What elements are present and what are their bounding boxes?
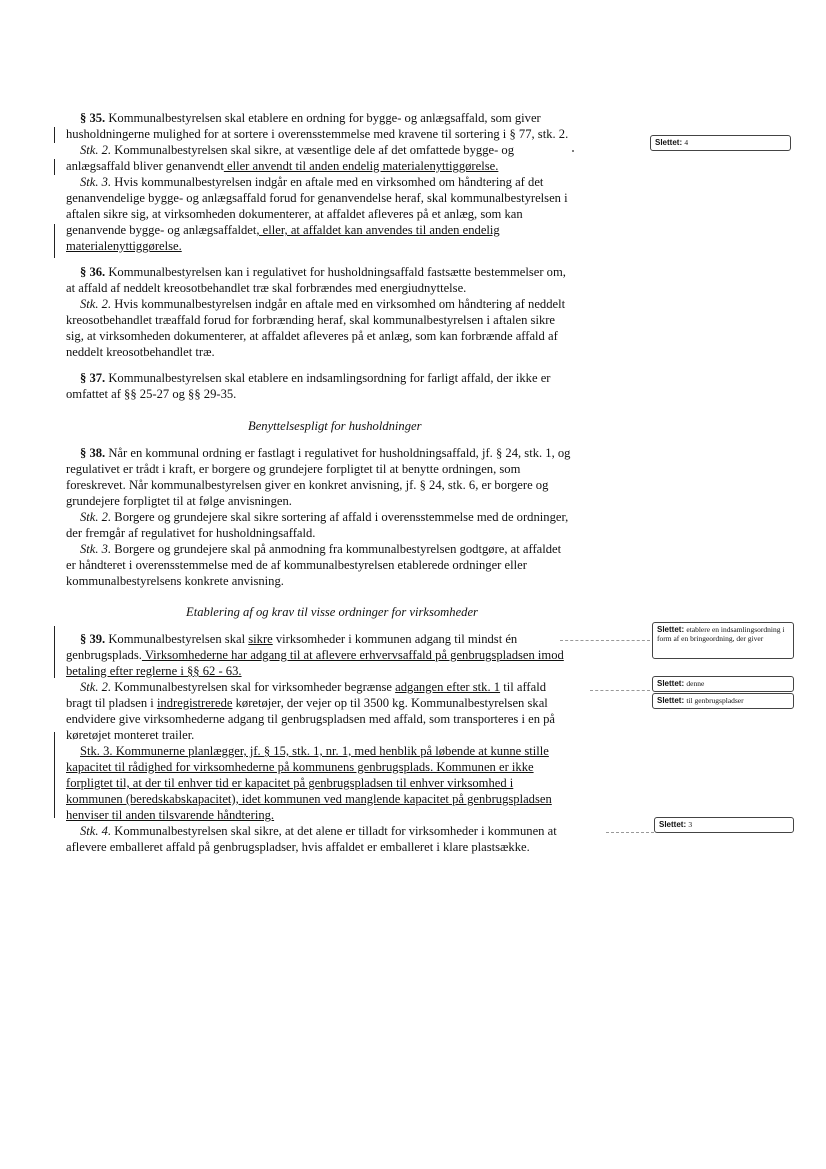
comment-label: Slettet: [657, 679, 685, 688]
s39-stk4-line [80, 824, 557, 839]
comment-leader [606, 832, 654, 833]
inserted-text: betaling efter reglerne i §§ 62 - 63. [66, 664, 242, 678]
s36-line: sig, at virksomheden dokumenterer, at affaldet afleveres på et anlæg, som kan forbrænde affald af [66, 329, 558, 343]
stk-label: Stk. 3. [80, 542, 112, 556]
comment-text: 4 [684, 138, 689, 147]
change-bar [54, 159, 55, 175]
s37-line: § 37. Kommunalbestyrelsen skal etablere en indsamlingsordning for farligt affald, der ikke er [80, 371, 551, 385]
section-heading: Etablering af og krav til visse ordninger for virksomheder [186, 605, 478, 619]
s38-text: Borgere og grundejere skal sikre sortering af affald i overensstemmelse med de ordninger, [111, 510, 569, 524]
inserted-text: kommunen (beredskabskapacitet), idet kommunen ved manglende kapacitet på genbrugspladsen [66, 792, 552, 806]
inserted-text: eller anvendt til anden endelig materialenyttiggørelse. [223, 159, 499, 173]
deleted-comment-balloon[interactable] [652, 676, 794, 692]
s38-stk2-line [80, 510, 568, 525]
s35-line: husholdningerne mulighed for at sortere i overensstemmelse med kravene til sortering i § 77, stk. 2. [66, 127, 569, 141]
inserted-text: , eller, at affaldet kan anvendes til anden endelig [256, 223, 500, 237]
s39-text: virksomheder i kommunen adgang til mindst én [272, 632, 518, 646]
s39-text: Kommunalbestyrelsen skal [105, 632, 249, 646]
comment-label: Slettet: [655, 138, 683, 147]
s35-stk2-line [80, 143, 514, 158]
s35-stk3-line [80, 175, 543, 190]
stk-label: Stk. 3. [80, 175, 112, 189]
s36-stk2-line [80, 297, 565, 312]
s36-text-rest: Kommunalbestyrelsen kan i regulativet for husholdningsaffald fastsætte bestemmelser om, [105, 265, 566, 279]
s38-line: der fremgår af regulativet for husholdningsaffald. [66, 526, 316, 540]
s39-line: endvidere give virksomhederne adgang til genbrugspladsen med affald, som transporteres i en på [66, 712, 556, 726]
inserted-text: Stk. 3. Kommunerne planlægger, jf. § 15, stk. 1, nr. 1, med henblik på løbende at kunne stille [80, 744, 549, 758]
s38-stk3-line [80, 542, 561, 557]
inserted-text: indregistrerede [156, 696, 233, 710]
s35-text-rest: Kommunalbestyrelsen skal etablere en ordning for bygge- og anlægsaffald, som giver [105, 111, 541, 125]
s38-text: Borgere og grundejere skal på anmodning fra kommunalbestyrelsen godtgøre, at affaldet [111, 542, 562, 556]
comment-text: til genbrugspladser [686, 696, 744, 705]
deleted-comment-balloon[interactable] [650, 135, 791, 151]
anchor-mark [572, 150, 574, 152]
s37-line: omfattet af §§ 25-27 og §§ 29-35. [66, 387, 237, 401]
s35-line [66, 159, 498, 174]
s36-line: § 36. Kommunalbestyrelsen kan i regulativet for husholdningsaffald fastsætte bestemmelser om, [80, 265, 566, 279]
stk-label: Stk. 2. [80, 143, 112, 157]
s35-text: Kommunalbestyrelsen skal sikre, at væsentlige dele af det omfattede bygge- og [111, 143, 515, 157]
s35-line: aftalen sikre sig, at virksomheden dokumenterer, at affaldet afleveres på et anlæg, som kan [66, 207, 523, 221]
s38-line: er håndteret i overensstemmelse med de af kommunalbestyrelsen etablerede ordninger eller [66, 558, 527, 572]
s38-line: foreskrevet. Når kommunalbestyrelsen giver en konkret anvisning, jf. § 24, stk. 6, er borgere og [66, 478, 549, 492]
stk-label: Stk. 2. [80, 510, 112, 524]
s37-text-rest: Kommunalbestyrelsen skal etablere en indsamlingsordning for farligt affald, der ikke er [105, 371, 551, 385]
inserted-text: sikre [248, 632, 273, 646]
s36-text: Hvis kommunalbestyrelsen indgår en aftale med en virksomhed om håndtering af neddelt [111, 297, 566, 311]
inserted-text: forpligtet til, at der til enhver tid er kapacitet på genbrugspladsen til enhver virksomhed i [66, 776, 514, 790]
change-bar [54, 127, 55, 143]
s39-line: aflevere emballeret affald på genbrugspladser, hvis affaldet er emballeret i klare plastsække. [66, 840, 530, 854]
change-bar [54, 732, 55, 818]
stk-label: Stk. 2. [80, 680, 112, 694]
s36-line: kreosotbehandlet træaffald forud for forbrænding heraf, skal kommunalbestyrelsen i aftalen sikre [66, 313, 556, 327]
section-heading: Benyttelsespligt for husholdninger [248, 419, 422, 433]
s39-text: Kommunalbestyrelsen skal for virksomheder begrænse [111, 680, 396, 694]
s38-text-rest: Når en kommunal ordning er fastlagt i regulativet for husholdningsaffald, jf. § 24, stk. 1, og [105, 446, 571, 460]
deleted-comment-balloon[interactable] [652, 622, 794, 659]
s39-stk2-line [80, 680, 546, 695]
change-bar [54, 626, 55, 678]
inserted-text: materialenyttiggørelse. [66, 239, 182, 253]
s39-line [66, 696, 548, 711]
s39-text: genbrugsplads. [66, 648, 142, 662]
s38-line: grundejere forpligtet til at følge anvisningen. [66, 494, 292, 508]
s38-line: kommunalbestyrelsens konkrete anvisning. [66, 574, 284, 588]
s39-line: § 39. Kommunalbestyrelsen skal sikre virksomheder i kommunen adgang til mindst én [80, 632, 518, 646]
inserted-text: henviser til anden tilsvarende håndtering. [66, 808, 275, 822]
inserted-text: Virksomhederne har adgang til at aflevere erhvervsaffald på genbrugspladsen imod [141, 648, 564, 662]
comment-label: Slettet: [657, 625, 685, 634]
stk-label: Stk. 2. [80, 297, 112, 311]
s36-line: at affald af neddelt kreosotbehandlet træ skal forbrændes med energiudnyttelse. [66, 281, 467, 295]
s35-line: § 35. Kommunalbestyrelsen skal etablere en ordning for bygge- og anlægsaffald, som giver [80, 111, 541, 125]
s39-line [66, 648, 564, 663]
comment-label: Slettet: [659, 820, 687, 829]
stk-label: Stk. 4. [80, 824, 112, 838]
s36-line: neddelt kreosotbehandlet træ. [66, 345, 215, 359]
comment-label: Slettet: [657, 696, 685, 705]
s35-text: genanvende bygge- og anlægsaffaldet [66, 223, 257, 237]
s39-text: Kommunalbestyrelsen skal sikre, at det alene er tilladt for virksomheder i kommunen at [111, 824, 557, 838]
deleted-comment-balloon[interactable] [654, 817, 794, 833]
s35-text: Hvis kommunalbestyrelsen indgår en aftale med en virksomhed om håndtering af det [111, 175, 544, 189]
s38-line: regulativet er trådt i kraft, er borgere og grundejere forpligtet til at benytte ordningen, som [66, 462, 521, 476]
s35-line: genanvendelige bygge- og anlægsaffald forud for genanvendelse heraf, skal kommunalbestyrelsen i [66, 191, 568, 205]
s35-line [66, 223, 500, 238]
comment-text: denne [686, 679, 705, 688]
s39-line: køretøjet monteret trailer. [66, 728, 195, 742]
comment-leader [560, 640, 650, 641]
change-bar [54, 224, 55, 258]
s38-line: § 38. Når en kommunal ordning er fastlagt i regulativet for husholdningsaffald, jf. § 24, stk. 1, og [80, 446, 571, 460]
comment-text: 3 [688, 820, 693, 829]
deleted-comment-balloon[interactable] [652, 693, 794, 709]
comment-leader [590, 690, 650, 691]
inserted-text: adgangen efter stk. 1 [395, 680, 501, 694]
comment-text: etablere en indsamlingsordning i form af en bringeordning, der giver [657, 625, 785, 643]
s39-text: til affald [500, 680, 546, 694]
s39-text: bragt til pladsen i [66, 696, 157, 710]
s35-text: anlægsaffald bliver genanvendt [66, 159, 224, 173]
s39-text: køretøjer, der vejer op til 3500 kg. Kommunalbestyrelsen skal [232, 696, 548, 710]
inserted-text: kapacitet til rådighed for virksomhederne på kommunens genbrugsplads. Kommunen er ikke [66, 760, 534, 774]
